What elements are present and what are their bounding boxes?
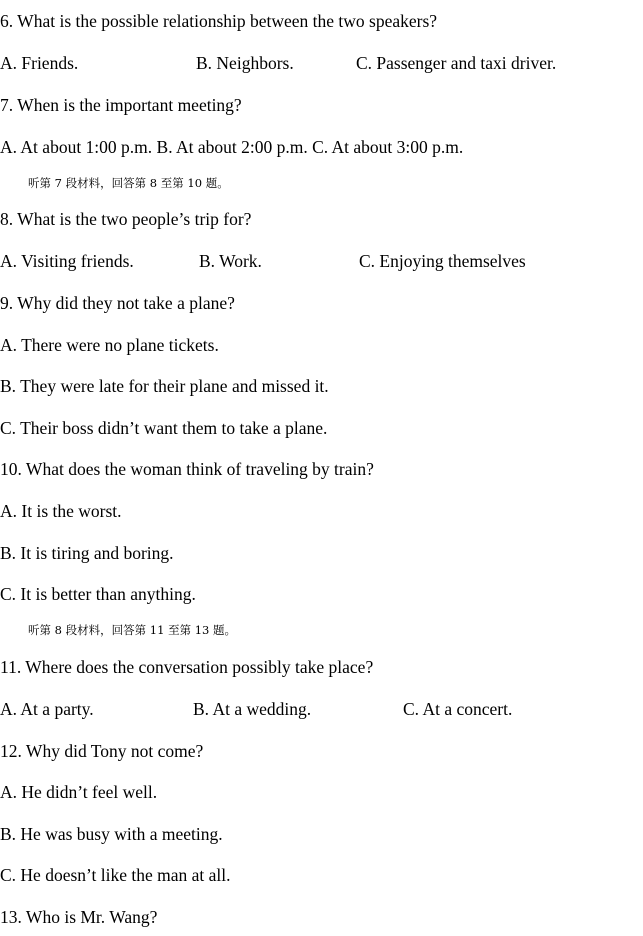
question-6: 6. What is the possible relationship between the two speakers? (0, 11, 438, 31)
option-c: C. Enjoying themselves (359, 251, 526, 271)
question-9: 9. Why did they not take a plane? (0, 293, 235, 313)
question-10-option-b: B. It is tiring and boring. (0, 543, 174, 563)
option-b: B. At a wedding. (193, 699, 312, 719)
question-11-options (0, 698, 643, 720)
question-10-option-c: C. It is better than anything. (0, 584, 196, 604)
question-10: 10. What does the woman think of traveling by train? (0, 459, 374, 479)
question-12: 12. Why did Tony not come? (0, 741, 204, 761)
option-a: A. Friends. (0, 53, 79, 73)
option-c: C. At a concert. (403, 699, 513, 719)
question-12-option-b: B. He was busy with a meeting. (0, 824, 223, 844)
question-7-options: A. At about 1:00 p.m. B. At about 2:00 p.m. C. At about 3:00 p.m. (0, 137, 464, 157)
section-instruction-7: 听第 7 段材料，回答第 8 至第 10 题。 (28, 176, 229, 190)
question-12-option-c: C. He doesn’t like the man at all. (0, 865, 231, 885)
option-c: C. Passenger and taxi driver. (356, 53, 557, 73)
question-9-option-c: C. Their boss didn’t want them to take a plane. (0, 418, 328, 438)
question-6-options (0, 52, 643, 74)
question-8-options (0, 250, 643, 272)
question-12-option-a: A. He didn’t feel well. (0, 782, 158, 802)
question-9-option-b: B. They were late for their plane and missed it. (0, 376, 329, 396)
option-b: B. Neighbors. (196, 53, 294, 73)
question-11: 11. Where does the conversation possibly take place? (0, 657, 374, 677)
question-9-option-a: A. There were no plane tickets. (0, 335, 219, 355)
section-instruction-8: 听第 8 段材料，回答第 11 至第 13 题。 (28, 623, 237, 637)
question-10-option-a: A. It is the worst. (0, 501, 122, 521)
option-b: B. Work. (199, 251, 262, 271)
question-8: 8. What is the two people’s trip for? (0, 209, 252, 229)
question-7: 7. When is the important meeting? (0, 95, 242, 115)
question-13: 13. Who is Mr. Wang? (0, 907, 158, 927)
option-a: A. Visiting friends. (0, 251, 134, 271)
option-a: A. At a party. (0, 699, 94, 719)
